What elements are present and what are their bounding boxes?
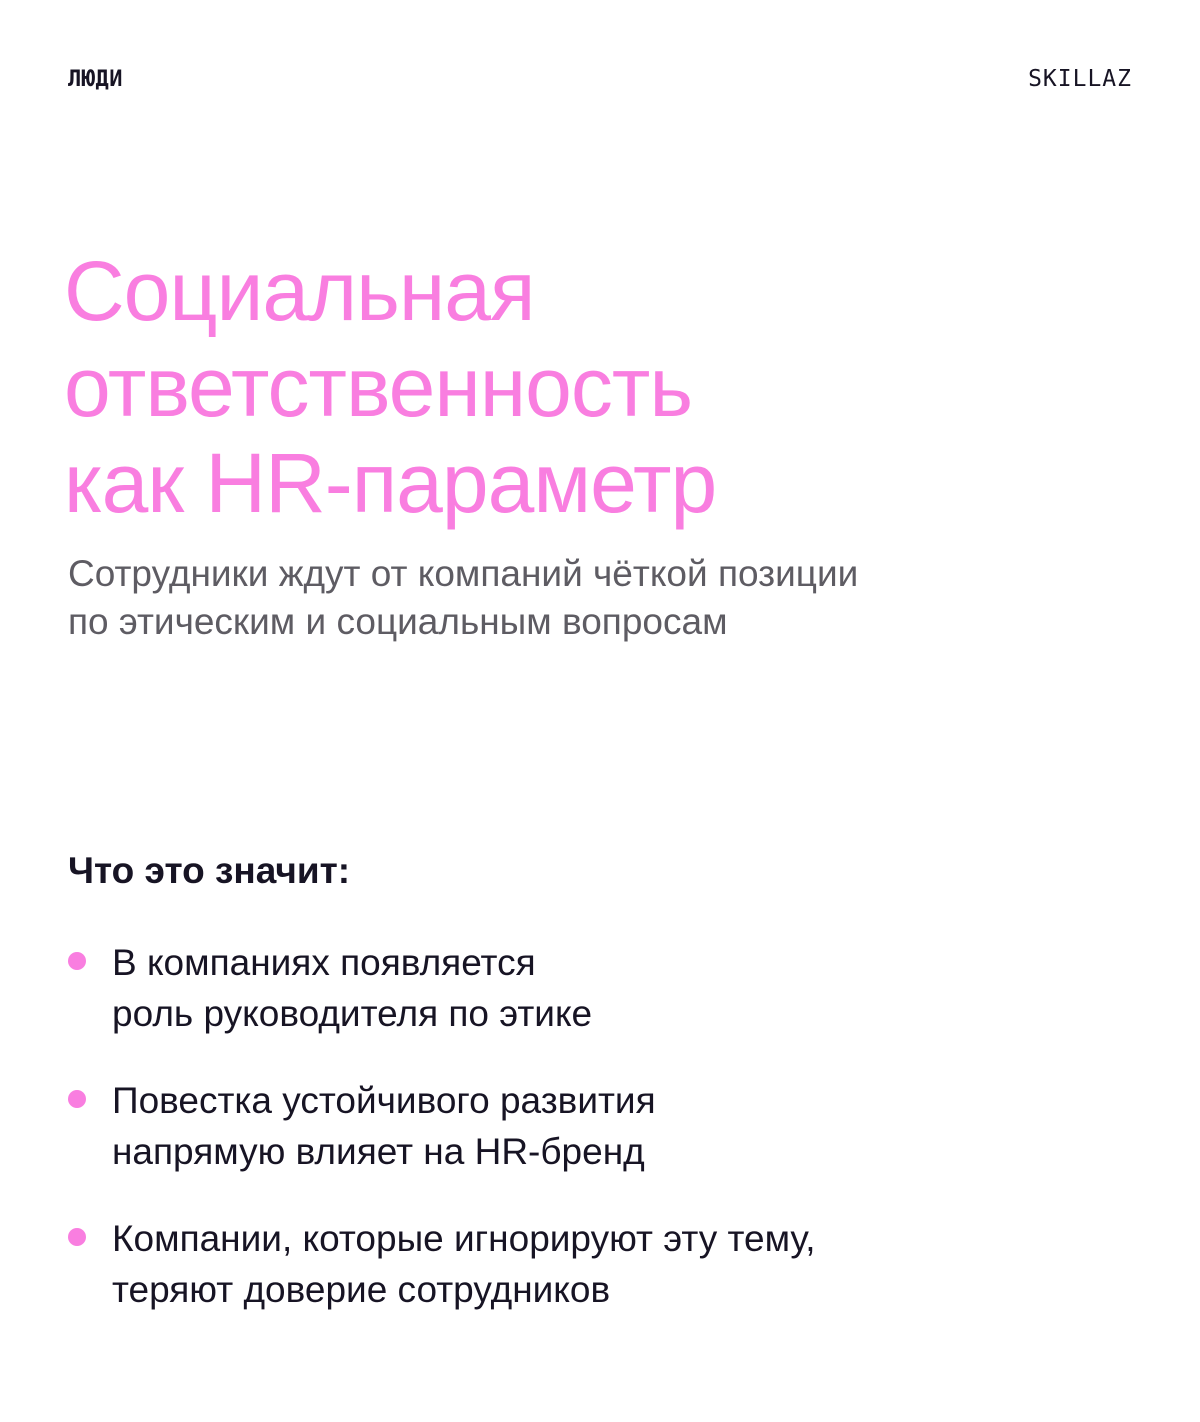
title-line: ответственность	[64, 340, 693, 434]
list-item-line: Компании, которые игнорируют эту тему,	[112, 1218, 816, 1259]
list-item-line: Повестка устойчивого развития	[112, 1080, 656, 1121]
section-label: ЛЮДИ	[68, 66, 123, 92]
brand-logo: SKILLAZ	[1028, 66, 1132, 92]
bullet-dot-icon	[68, 1090, 86, 1108]
top-bar	[68, 66, 1132, 92]
subtitle-line: по этическим и социальным вопросам	[68, 601, 728, 642]
list-item	[68, 1075, 1128, 1177]
bullet-list	[68, 937, 1128, 1351]
list-item	[68, 937, 1128, 1039]
bullet-dot-icon	[68, 1228, 86, 1246]
title-line: Социальная	[64, 244, 535, 338]
list-heading: Что это значит:	[68, 850, 351, 891]
subtitle	[68, 550, 1128, 646]
list-item-line: В компаниях появляется	[112, 942, 536, 983]
list-item	[68, 1213, 1128, 1315]
bullet-dot-icon	[68, 952, 86, 970]
title-line: как HR-параметр	[64, 436, 717, 530]
list-item-line: напрямую влияет на HR-бренд	[112, 1131, 645, 1172]
subtitle-line: Сотрудники ждут от компаний чёткой позиции	[68, 553, 859, 594]
list-item-line: роль руководителя по этике	[112, 993, 593, 1034]
page-title	[64, 243, 1124, 531]
list-item-line: теряют доверие сотрудников	[112, 1269, 611, 1310]
